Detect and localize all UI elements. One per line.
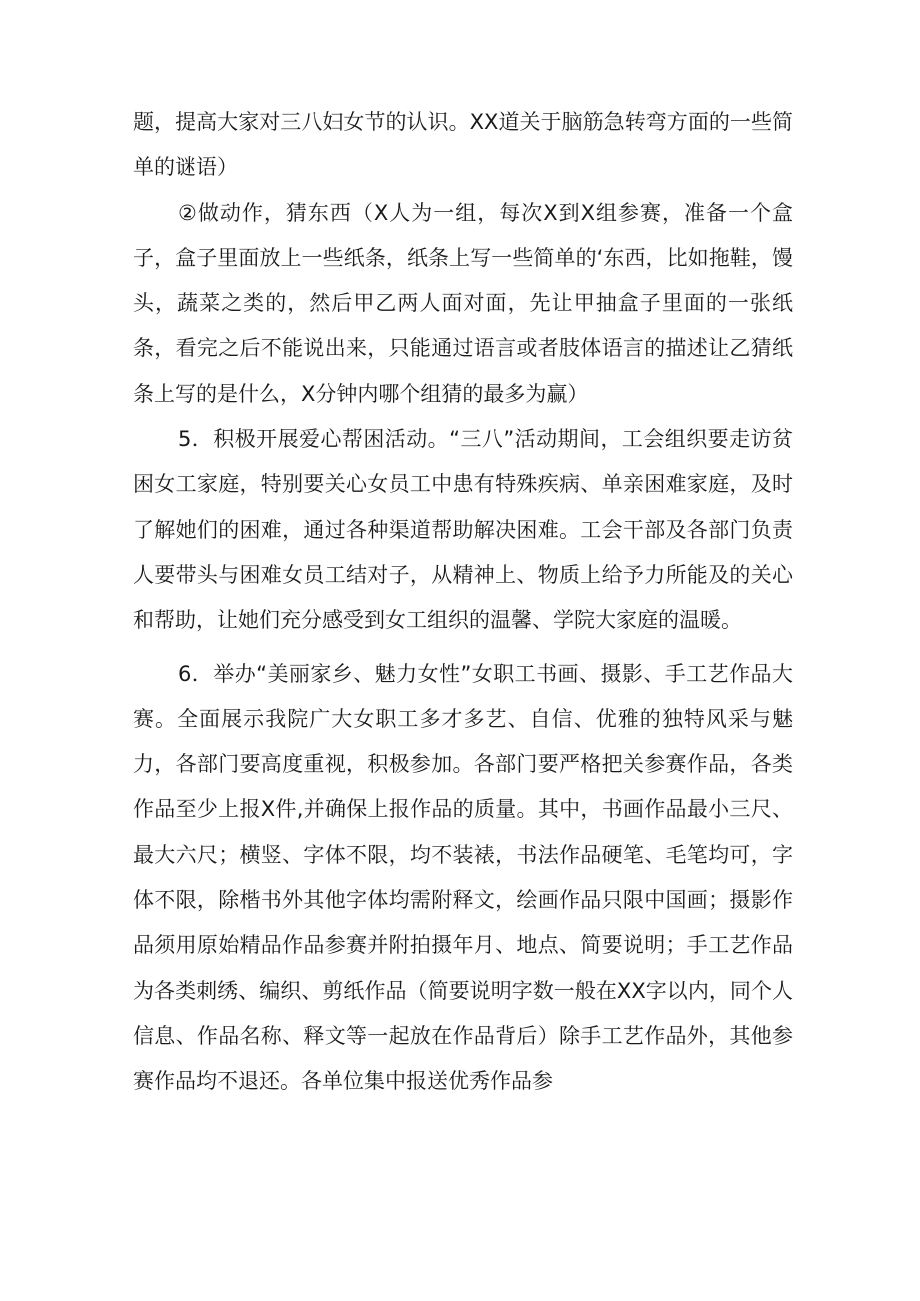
document-body	[133, 100, 793, 1105]
paragraph-guess-game: ②做动作，猜东西（X人为一组，每次X到X组参赛，准备一个盒子，盒子里面放上一些纸条，纸条上写一些简单的‘东西，比如拖鞋，馒头，蔬菜之类的，然后甲乙两人面对面，先让甲抽盒子里面的一张纸条，看完之后不能说出来，只能通过语言或者肢体语言的描述让乙猜纸条上写的是什么，X分钟内哪个组猜的最多为赢）	[133, 200, 793, 406]
paragraph-charity-activity: 5．积极开展爱心帮困活动。“三八”活动期间，工会组织要走访贫困女工家庭，特别要关心女员工中患有特殊疾病、单亲困难家庭，及时了解她们的困难，通过各种渠道帮助解决困难。工会干部及各部门负责人要带头与困难女员工结对子，从精神上、物质上给予力所能及的关心和帮助，让她们充分感受到女工组织的温馨、学院大家庭的温暖。	[133, 427, 793, 633]
paragraph-continuation: 题，提高大家对三八妇女节的认识。XX道关于脑筋急转弯方面的一些简单的谜语）	[133, 110, 793, 180]
paragraph-art-contest: 6．举办“美丽家乡、魅力女性”女职工书画、摄影、手工艺作品大赛。全面展示我院广大女职工多才多艺、自信、优雅的独特风采与魅力，各部门要高度重视，积极参加。各部门要严格把关参赛作品，各类作品至少上报X件,并确保上报作品的质量。其中，书画作品最小三尺、最大六尺；横竖、字体不限，均不装裱，书法作品硬笔、毛笔均可，字体不限，除楷书外其他字体均需附释文，绘画作品只限中国画；摄影作品须用原始精品作品参赛并附拍摄年月、地点、简要说明；手工艺作品为各类刺绣、编织、剪纸作品（简要说明字数一般在XX字以内，同个人信息、作品名称、释文等一起放在作品背后）除手工艺作品外，其他参赛作品均不退还。各单位集中报送优秀作品参	[133, 661, 793, 1094]
